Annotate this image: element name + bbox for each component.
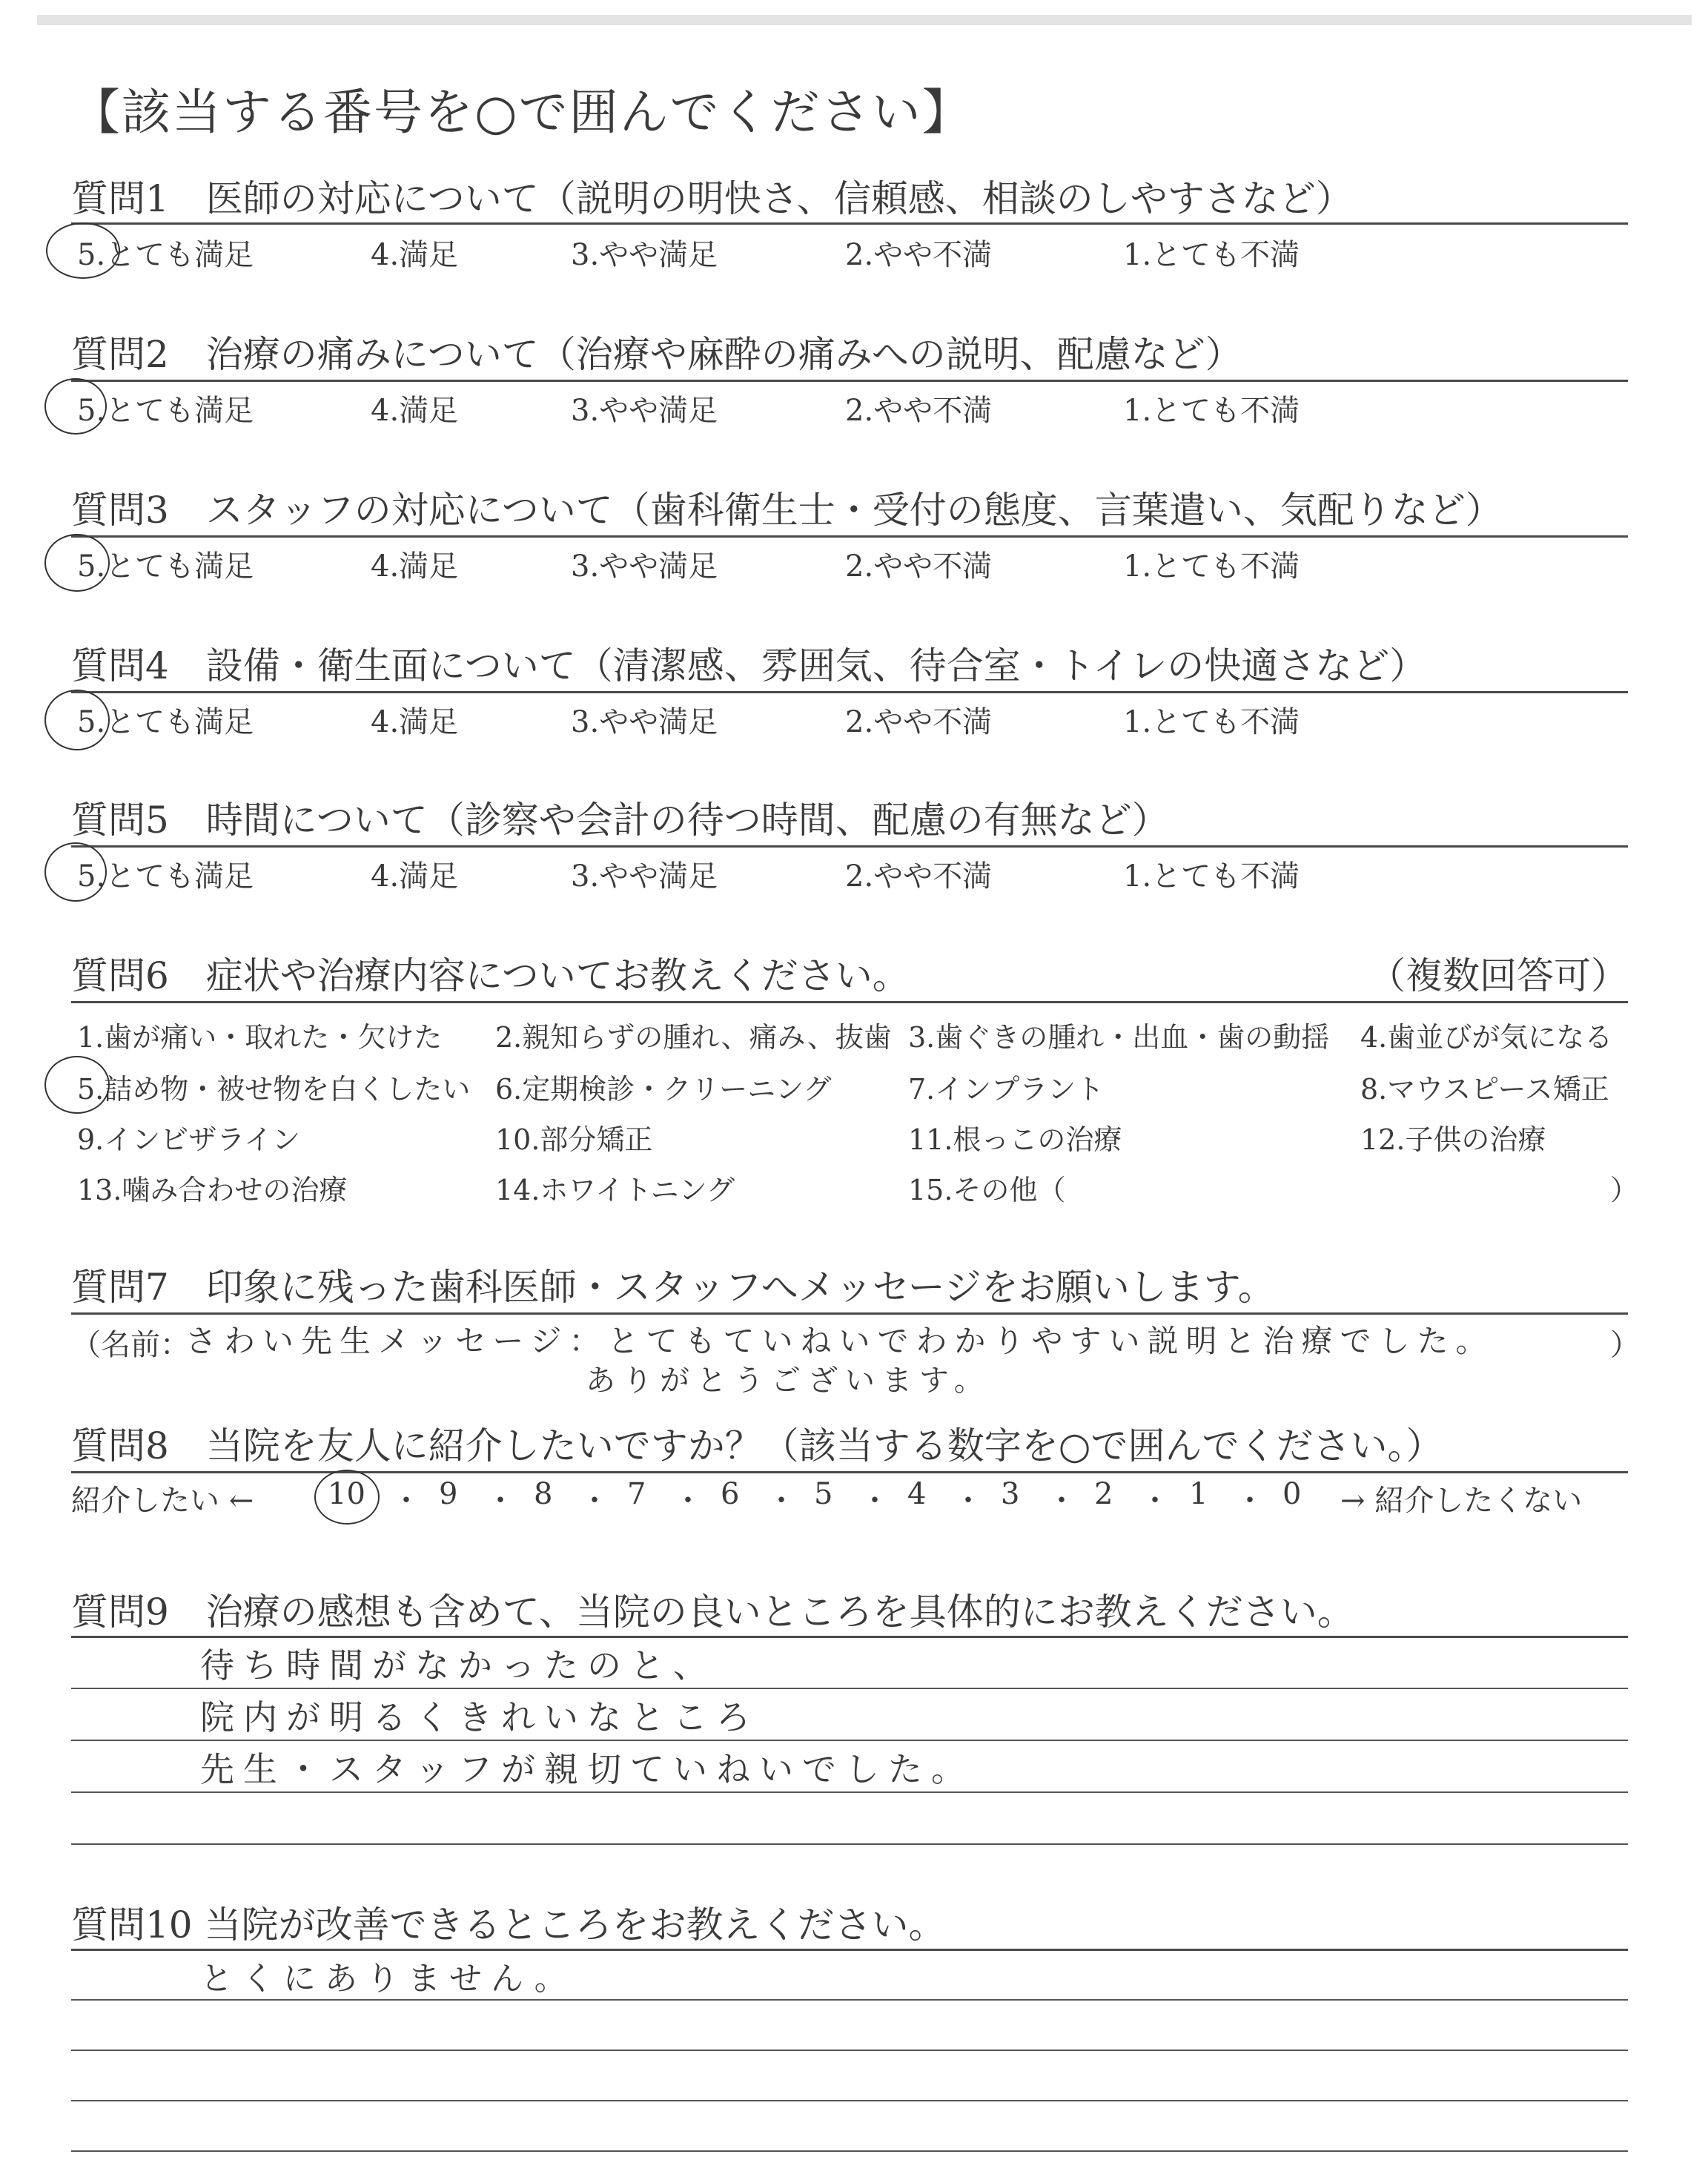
q8-separator: ・ (391, 1484, 421, 1518)
question-5-title: 質問5 時間について（診察や会計の待つ時間、配慮の有無など） (71, 799, 1169, 842)
question-9 (71, 1582, 1628, 1634)
q8-value-0[interactable]: 0 (1282, 1477, 1302, 1511)
q2-option-2[interactable]: 2.やや不満 (845, 394, 993, 428)
q8-value-5[interactable]: 5 (814, 1477, 833, 1511)
q5-option-1[interactable]: 1.とても不満 (1123, 859, 1300, 894)
question-9-title: 質問9 治療の感想も含めて、当院の良いところを具体的にお教えください。 (71, 1591, 1354, 1634)
q10-handwritten-answer: とくにありません。 (200, 1960, 576, 1998)
question-3 (71, 480, 1628, 532)
q1-option-4[interactable]: 4.満足 (371, 238, 459, 272)
q6-option-1[interactable]: 1.歯が痛い・取れた・欠けた (77, 1021, 443, 1054)
q4-option-3[interactable]: 3.やや満足 (571, 705, 718, 739)
question-10 (71, 1895, 1628, 1946)
q4-option-1[interactable]: 1.とても不満 (1123, 705, 1300, 739)
q3-option-3[interactable]: 3.やや満足 (571, 549, 718, 584)
q9-handwritten-answer-line2: 院内が明るくきれいなところ (200, 1697, 759, 1737)
question-3-title: 質問3 スタッフの対応について（歯科衛生士・受付の態度、言葉遣い、気配りなど） (71, 489, 1503, 532)
q6-option-12[interactable]: 12.子供の治療 (1360, 1123, 1546, 1156)
question-6-note: （複数回答可） (1368, 954, 1628, 997)
q8-separator: ・ (953, 1484, 983, 1518)
q2-option-3[interactable]: 3.やや満足 (571, 394, 718, 428)
q10-answer-line (71, 2050, 1628, 2051)
question-6 (71, 946, 1628, 997)
q1-option-5[interactable]: 5.とても満足 (77, 238, 254, 272)
question-6-title: 質問6 症状や治療内容についてお教えください。 (71, 954, 910, 997)
q9-answer-line (71, 1688, 1628, 1689)
q6-option-13[interactable]: 13.噛み合わせの治療 (77, 1174, 348, 1206)
q2-selection-circle (44, 378, 107, 435)
q4-selection-circle (44, 690, 110, 750)
q6-selection-circle (44, 1056, 110, 1114)
question-10-title: 質問10 当院が改善できるところをお教えください。 (71, 1903, 946, 1946)
q6-option-10[interactable]: 10.部分矯正 (495, 1123, 653, 1156)
q8-value-9[interactable]: 9 (439, 1477, 458, 1511)
q5-option-4[interactable]: 4.満足 (371, 859, 459, 894)
q9-answer-line (71, 1740, 1628, 1741)
question-4-title: 質問4 設備・衛生面について（清潔感、雰囲気、待合室・トイレの快適さなど） (71, 644, 1427, 687)
q8-left-label: 紹介したい ← (71, 1484, 254, 1518)
question-8-rule (71, 1471, 1628, 1473)
q1-option-1[interactable]: 1.とても不満 (1123, 238, 1300, 272)
q6-option-7[interactable]: 7.インプラント (908, 1073, 1105, 1106)
question-1-title: 質問1 医師の対応について（説明の明快さ、信頼感、相談のしやすさなど） (71, 177, 1353, 220)
q6-option-11[interactable]: 11.根っこの治療 (908, 1123, 1122, 1156)
q10-answer-line (71, 2100, 1628, 2101)
q8-separator: ・ (1235, 1484, 1265, 1518)
q8-separator: ・ (860, 1484, 890, 1518)
q8-separator: ・ (1047, 1484, 1076, 1518)
q8-separator: ・ (1140, 1484, 1170, 1518)
q3-option-5[interactable]: 5.とても満足 (77, 549, 254, 584)
question-7 (71, 1258, 1628, 1309)
q8-value-1[interactable]: 1 (1189, 1477, 1208, 1511)
q8-value-4[interactable]: 4 (907, 1477, 927, 1511)
q5-selection-circle (44, 842, 107, 902)
q8-value-8[interactable]: 8 (534, 1477, 553, 1511)
q6-option-14[interactable]: 14.ホワイトニング (495, 1174, 735, 1206)
scan-top-band (37, 15, 1692, 25)
q5-option-5[interactable]: 5.とても満足 (77, 859, 254, 894)
question-8 (71, 1416, 1628, 1467)
q9-handwritten-answer-line3: 先生・スタッフが親切ていねいでした。 (200, 1749, 974, 1789)
q6-option-15[interactable]: 15.その他（ (908, 1174, 1066, 1206)
q6-option-9[interactable]: 9.インビザライン (77, 1123, 301, 1156)
q3-option-4[interactable]: 4.満足 (371, 549, 459, 584)
question-6-rule (71, 1001, 1628, 1003)
q9-handwritten-answer-line1: 待ち時間がなかったのと、 (200, 1645, 716, 1685)
question-5-rule (71, 845, 1628, 848)
q8-value-2[interactable]: 2 (1094, 1477, 1113, 1511)
q6-option-15-close: ） (1610, 1174, 1639, 1206)
q7-name-label: （名前： (71, 1328, 190, 1362)
q7-handwritten-message-line2: ありがとうございます。 (586, 1364, 991, 1398)
q5-option-3[interactable]: 3.やや満足 (571, 859, 718, 894)
q8-separator: ・ (767, 1484, 796, 1518)
question-7-rule (71, 1312, 1628, 1315)
question-2-title: 質問2 治療の痛みについて（治療や麻酔の痛みへの説明、配慮など） (71, 333, 1242, 376)
q8-value-7[interactable]: 7 (627, 1477, 646, 1511)
question-5 (71, 790, 1628, 842)
q3-option-2[interactable]: 2.やや不満 (845, 549, 993, 584)
q9-answer-line (71, 1791, 1628, 1793)
q6-option-4[interactable]: 4.歯並びが気になる (1360, 1021, 1613, 1054)
q8-right-label: → 紹介したくない (1340, 1484, 1583, 1518)
q6-option-3[interactable]: 3.歯ぐきの腫れ・出血・歯の動揺 (908, 1021, 1330, 1054)
question-2 (71, 325, 1628, 376)
q10-answer-line (71, 2150, 1628, 2152)
q3-selection-circle (44, 534, 110, 592)
q6-option-6[interactable]: 6.定期検診・クリーニング (495, 1073, 832, 1106)
q8-value-6[interactable]: 6 (721, 1477, 740, 1511)
question-10-rule (71, 1949, 1628, 1951)
q8-separator: ・ (580, 1484, 609, 1518)
q8-separator: ・ (486, 1484, 515, 1518)
q2-option-1[interactable]: 1.とても不満 (1123, 394, 1300, 428)
q10-answer-line (71, 1999, 1628, 2001)
q8-value-3[interactable]: 3 (1001, 1477, 1020, 1511)
q6-option-2[interactable]: 2.親知らずの腫れ、痛み、抜歯 (495, 1021, 892, 1054)
form-instruction: 【該当する番号を○で囲んでください】 (71, 84, 973, 141)
q2-option-4[interactable]: 4.満足 (371, 394, 459, 428)
question-3-rule (71, 535, 1628, 538)
q8-separator: ・ (673, 1484, 703, 1518)
q7-close-paren: ） (1610, 1328, 1640, 1362)
question-4-rule (71, 691, 1628, 693)
question-4 (71, 636, 1628, 687)
q9-answer-line (71, 1843, 1628, 1845)
q8-value-10[interactable]: 10 (328, 1477, 365, 1511)
q2-option-5[interactable]: 5.とても満足 (77, 394, 254, 428)
q4-option-4[interactable]: 4.満足 (371, 705, 459, 739)
q3-option-1[interactable]: 1.とても不満 (1123, 549, 1300, 584)
question-1-rule (71, 222, 1628, 225)
question-7-title: 質問7 印象に残った歯科医師・スタッフへメッセージをお願いします。 (71, 1266, 1275, 1309)
q7-handwritten-message-line1: さわい先生メッセージ：とてもていねいでわかりやすい説明と治療でした。 (185, 1323, 1494, 1359)
q1-selection-circle (46, 222, 120, 279)
q1-option-2[interactable]: 2.やや不満 (845, 238, 993, 272)
question-8-title: 質問8 当院を友人に紹介したいですか？（該当する数字を○で囲んでください。） (71, 1424, 1443, 1467)
q8-selection-circle (314, 1470, 380, 1525)
question-2-rule (71, 380, 1628, 382)
question-9-rule (71, 1636, 1628, 1638)
q4-option-5[interactable]: 5.とても満足 (77, 705, 254, 739)
q6-option-8[interactable]: 8.マウスピース矯正 (1360, 1073, 1609, 1106)
q5-option-2[interactable]: 2.やや不満 (845, 859, 993, 894)
q6-option-5[interactable]: 5.詰め物・被せ物を白くしたい (77, 1073, 471, 1106)
q4-option-2[interactable]: 2.やや不満 (845, 705, 993, 739)
q1-option-3[interactable]: 3.やや満足 (571, 238, 718, 272)
question-1 (71, 169, 1628, 220)
